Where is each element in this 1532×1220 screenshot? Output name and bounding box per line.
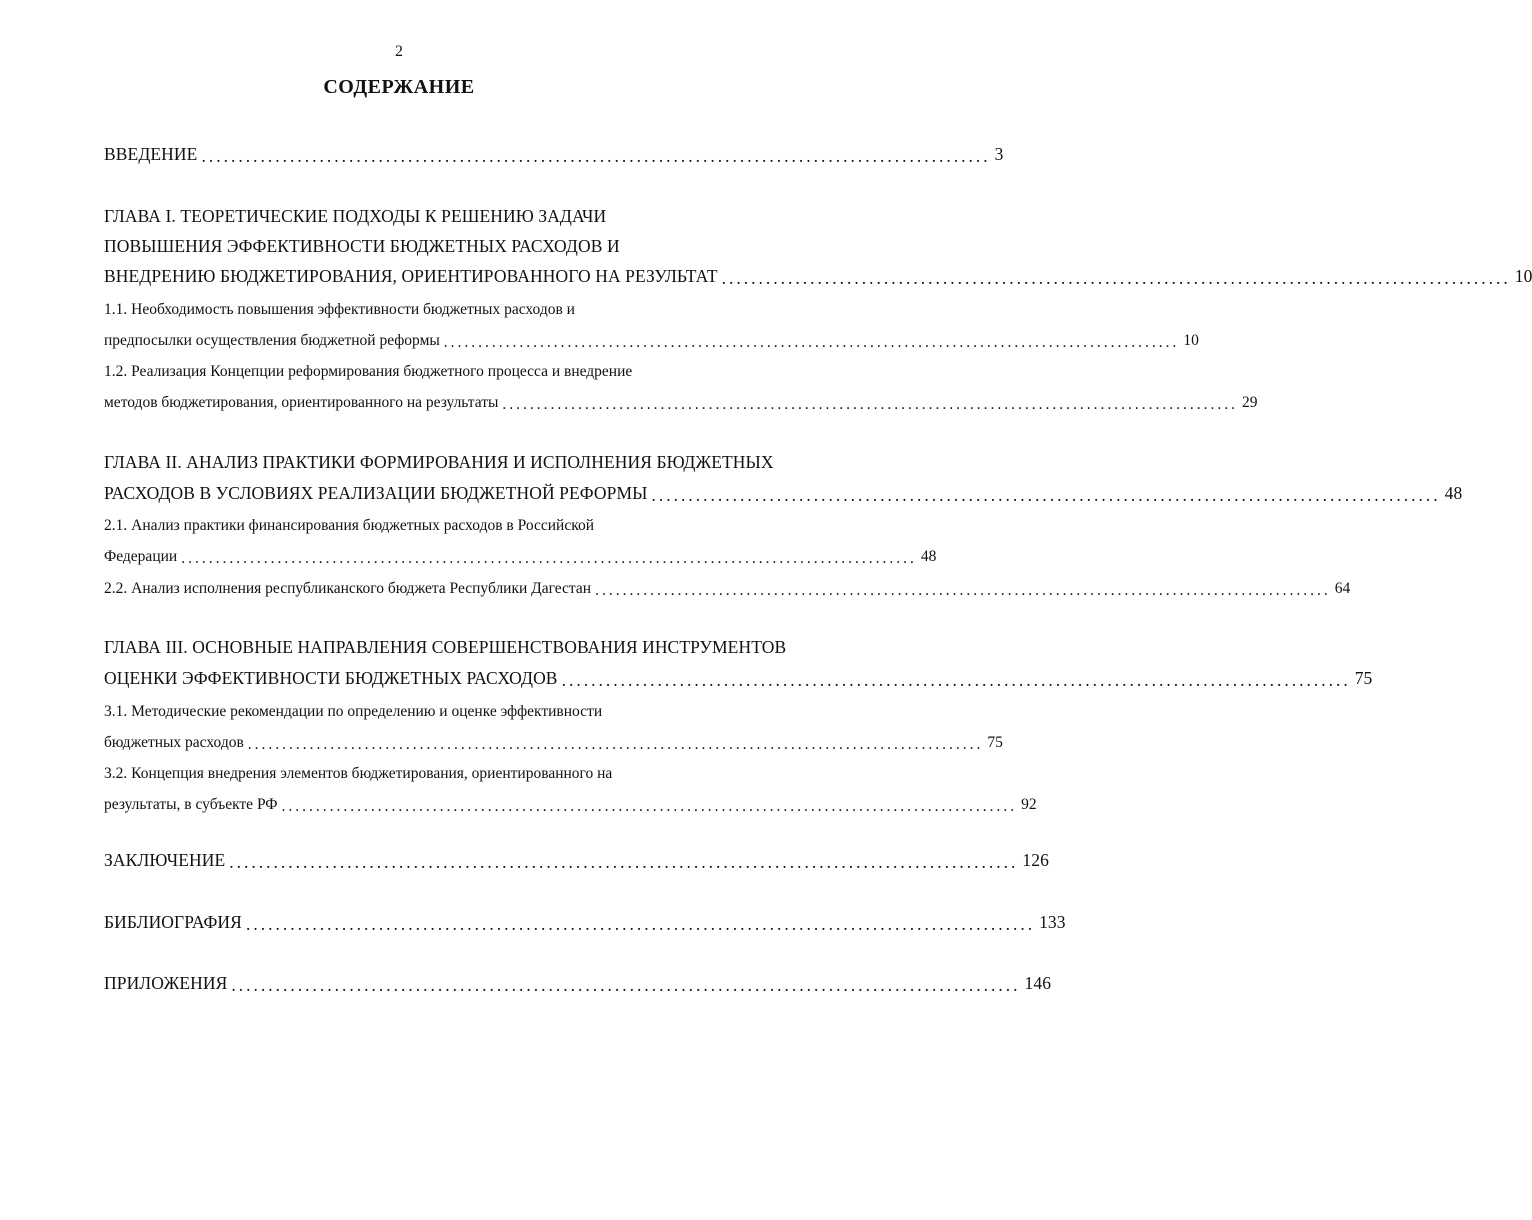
toc-entry-text: предпосылки осуществления бюджетной реформы [104, 332, 440, 349]
toc-entry-text: бюджетных расходов [104, 734, 244, 751]
toc-entry-appendix[interactable] [104, 968, 1052, 995]
page-title: СОДЕРЖАНИЕ [323, 76, 475, 98]
toc-entry-chapter-1[interactable] [104, 261, 1532, 288]
toc-entry-text: методов бюджетирования, ориентированного на результаты [104, 394, 499, 411]
toc-page-number: 126 [1022, 850, 1049, 870]
toc-entry-text: 2.2. Анализ исполнения республиканского бюджета Республики Дагестан [104, 580, 592, 597]
toc-page-number: 48 [1444, 483, 1463, 503]
dot-leader: ........................................................................................................... [245, 913, 1036, 934]
toc-page-number: 3 [994, 144, 1004, 164]
toc-entry-section-2-1[interactable] [104, 540, 937, 567]
toc-section-3-1-line-1: 3.1. Методические рекомендации по определению и оценке эффективности [104, 703, 603, 720]
toc-section-3-2-line-1: 3.2. Концепция внедрения элементов бюджетирования, ориентированного на [104, 765, 613, 782]
toc-page-number: 75 [987, 734, 1003, 751]
toc-entry-conclusion[interactable] [104, 845, 1049, 872]
toc-entry-text: ЗАКЛЮЧЕНИЕ [104, 850, 226, 870]
toc-entry-text: РАСХОДОВ В УСЛОВИЯХ РЕАЛИЗАЦИИ БЮДЖЕТНОЙ РЕФОРМЫ [104, 483, 648, 503]
dot-leader: ........................................................................................................... [181, 549, 917, 567]
toc-entry-intro[interactable] [104, 139, 1004, 166]
toc-entry-text: БИБЛИОГРАФИЯ [104, 912, 242, 932]
toc-page-number: 48 [920, 548, 937, 565]
toc-chapter-3-title-line-1: ГЛАВА III. ОСНОВНЫЕ НАПРАВЛЕНИЯ СОВЕРШЕНСТВОВАНИЯ ИНСТРУМЕНТОВ [104, 637, 787, 657]
toc-section-2-1-line-1: 2.1. Анализ практики финансирования бюджетных расходов в Российской [104, 517, 594, 534]
toc-chapter-1-title-line-2: ПОВЫШЕНИЯ ЭФФЕКТИВНОСТИ БЮДЖЕТНЫХ РАСХОДОВ И [104, 236, 620, 256]
toc-page-number: 29 [1242, 394, 1258, 411]
dot-leader: ........................................................................................................... [201, 145, 991, 166]
toc-entry-section-1-2[interactable] [104, 386, 1258, 413]
toc-entry-bibliography[interactable] [104, 907, 1066, 934]
page-number: 2 [395, 43, 403, 60]
toc-page-number: 64 [1334, 580, 1351, 597]
toc-entry-chapter-2[interactable] [104, 478, 1463, 505]
dot-leader: ........................................................................................................... [229, 851, 1019, 872]
toc-section-1-2-line-1: 1.2. Реализация Концепции реформирования бюджетного процесса и внедрение [104, 363, 633, 380]
toc-entry-chapter-3[interactable] [104, 663, 1373, 690]
dot-leader: ........................................................................................................... [651, 484, 1441, 505]
toc-page-number: 133 [1039, 912, 1066, 932]
toc-entry-section-2-2[interactable] [104, 572, 1351, 599]
dot-leader: ........................................................................................................... [502, 395, 1239, 413]
dot-leader: ........................................................................................................... [721, 267, 1511, 288]
dot-leader: ........................................................................................................... [561, 669, 1351, 690]
toc-section-1-1-line-1: 1.1. Необходимость повышения эффективности бюджетных расходов и [104, 301, 575, 318]
toc-entry-text: ОЦЕНКИ ЭФФЕКТИВНОСТИ БЮДЖЕТНЫХ РАСХОДОВ [104, 668, 558, 688]
dot-leader: ........................................................................................................... [231, 974, 1021, 995]
toc-entry-section-3-1[interactable] [104, 726, 1003, 753]
toc-entry-text: ПРИЛОЖЕНИЯ [104, 973, 228, 993]
toc-chapter-1-title-line-1: ГЛАВА I. ТЕОРЕТИЧЕСКИЕ ПОДХОДЫ К РЕШЕНИЮ ЗАДАЧИ [104, 206, 607, 226]
toc-entry-text: ВВЕДЕНИЕ [104, 144, 198, 164]
dot-leader: ........................................................................................................... [443, 333, 1180, 351]
toc-entry-section-1-1[interactable] [104, 324, 1199, 351]
dot-leader: ........................................................................................................... [247, 735, 984, 753]
dot-leader: ........................................................................................................... [281, 797, 1018, 815]
toc-page-number: 146 [1024, 973, 1052, 993]
toc-entry-section-3-2[interactable] [104, 788, 1037, 815]
toc-chapter-2-title-line-1: ГЛАВА II. АНАЛИЗ ПРАКТИКИ ФОРМИРОВАНИЯ И ИСПОЛНЕНИЯ БЮДЖЕТНЫХ [104, 452, 774, 472]
toc-entry-text: ВНЕДРЕНИЮ БЮДЖЕТИРОВАНИЯ, ОРИЕНТИРОВАННОГО НА РЕЗУЛЬТАТ [104, 266, 718, 286]
dot-leader: ........................................................................................................... [595, 581, 1331, 599]
toc-entry-text: результаты, в субъекте РФ [104, 796, 278, 813]
toc-page-number: 92 [1021, 796, 1037, 813]
toc-entry-text: Федерации [104, 548, 178, 565]
toc-page-number: 75 [1354, 668, 1373, 688]
toc-page-number: 10 [1514, 266, 1532, 286]
toc-page-number: 10 [1183, 332, 1199, 349]
